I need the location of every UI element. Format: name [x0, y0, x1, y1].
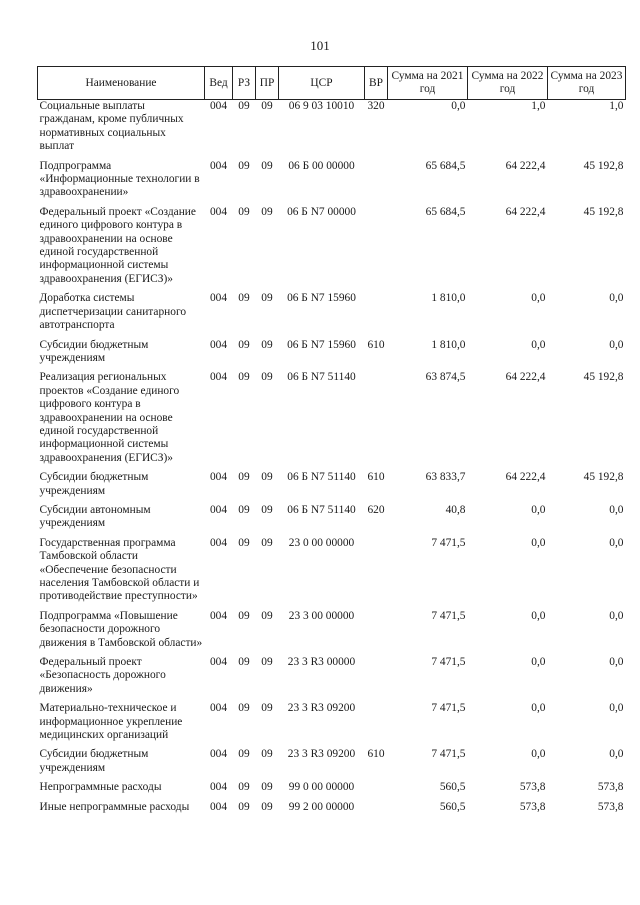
- row-name: Иные непрограммные расходы: [39, 800, 190, 813]
- header-name: Наименование: [38, 67, 205, 100]
- row-sum-2021: 1 810,0: [431, 338, 466, 351]
- row-sum-2022: 573,8: [519, 800, 546, 813]
- header-vr: ВР: [365, 67, 388, 100]
- row-sum-2021: 63 833,7: [425, 471, 466, 484]
- row-sum-2021: 560,5: [439, 781, 466, 794]
- row-sum-2023: 0,0: [609, 536, 624, 549]
- table-row: [38, 801, 626, 820]
- row-sum-2022: 64 222,4: [505, 471, 546, 484]
- row-vr: 610: [367, 748, 385, 761]
- table-row: [38, 504, 626, 537]
- row-csr: 23 3 00 00000: [288, 609, 355, 622]
- row-sum-2022: 0,0: [531, 656, 546, 669]
- header-csr: ЦСР: [279, 67, 365, 100]
- row-ved: 004: [209, 800, 228, 813]
- row-ved: 004: [209, 781, 228, 794]
- row-csr: 06 Б N7 15960: [287, 338, 356, 351]
- row-rz: 09: [238, 292, 250, 305]
- row-pr: 09: [261, 781, 273, 794]
- row-sum-2023: 0,0: [609, 656, 624, 669]
- row-csr: 06 Б N7 51140: [287, 471, 356, 484]
- row-rz: 09: [238, 800, 250, 813]
- row-ved: 004: [209, 656, 228, 669]
- row-name: Государственная программа Тамбовской области «Обеспечение безопасности населения Тамбовской области и противодействие преступности»: [39, 536, 200, 603]
- row-vr: [365, 292, 388, 338]
- table-row: [38, 781, 626, 800]
- row-name: Социальные выплаты гражданам, кроме публичных нормативных социальных выплат: [39, 100, 184, 153]
- row-pr: 09: [261, 536, 273, 549]
- row-sum-2021: 7 471,5: [431, 609, 466, 622]
- row-pr: 09: [261, 702, 273, 715]
- row-sum-2021: 65 684,5: [425, 205, 466, 218]
- table-row: [38, 702, 626, 748]
- row-name: Подпрограмма «Информационные технологии в здравоохранении»: [39, 159, 200, 199]
- row-csr: 06 Б N7 15960: [287, 292, 356, 305]
- row-rz: 09: [238, 536, 250, 549]
- row-pr: 09: [261, 503, 273, 516]
- table-row: [38, 160, 626, 206]
- row-csr: 99 0 00 00000: [288, 781, 355, 794]
- row-ved: 004: [209, 205, 228, 218]
- row-name: Подпрограмма «Повышение безопасности дорожного движения в Тамбовской области»: [39, 609, 203, 649]
- row-name: Субсидии бюджетным учреждениям: [39, 748, 149, 774]
- row-name: Федеральный проект «Создание единого цифрового контура в здравоохранении на основе единой государственной информационной системы здравоохранения (ЕГИСЗ)»: [39, 205, 196, 285]
- header-sum-2023: Сумма на 2023 год: [548, 67, 626, 100]
- row-pr: 09: [261, 205, 273, 218]
- row-vr: [365, 371, 388, 471]
- table-row: [38, 748, 626, 781]
- row-sum-2023: 573,8: [597, 800, 624, 813]
- row-pr: 09: [261, 800, 273, 813]
- row-vr: [365, 801, 388, 820]
- row-pr: 09: [261, 100, 273, 112]
- row-rz: 09: [238, 702, 250, 715]
- row-name: Реализация региональных проектов «Создание единого цифрового контура в здравоохранении на основе единой государственной информационной системы здравоохранения (ЕГИСЗ)»: [39, 371, 180, 464]
- row-pr: 09: [261, 471, 273, 484]
- row-name: Федеральный проект «Безопасность дорожного движения»: [39, 656, 166, 695]
- row-ved: 004: [209, 100, 228, 112]
- row-rz: 09: [238, 205, 250, 218]
- row-csr: 06 Б 00 00000: [288, 159, 355, 172]
- row-rz: 09: [238, 748, 250, 761]
- row-pr: 09: [261, 609, 273, 622]
- table-row: [38, 471, 626, 504]
- row-name: Субсидии бюджетным учреждениям: [39, 338, 149, 364]
- row-sum-2023: 0,0: [609, 748, 624, 761]
- header-pr: ПР: [256, 67, 279, 100]
- row-ved: 004: [209, 292, 228, 305]
- row-pr: 09: [261, 159, 273, 172]
- row-rz: 09: [238, 159, 250, 172]
- row-sum-2023: 45 192,8: [583, 205, 624, 218]
- row-csr: 06 Б N7 00000: [287, 205, 356, 218]
- row-ved: 004: [209, 371, 228, 384]
- row-sum-2022: 1,0: [531, 100, 546, 112]
- row-sum-2023: 0,0: [609, 503, 624, 516]
- row-sum-2022: 0,0: [531, 503, 546, 516]
- row-sum-2021: 1 810,0: [431, 292, 466, 305]
- row-name: Доработка системы диспетчеризации санитарного автотранспорта: [39, 292, 187, 332]
- row-sum-2023: 0,0: [609, 292, 624, 305]
- row-vr: 610: [367, 471, 385, 484]
- row-pr: 09: [261, 656, 273, 669]
- row-name: Материально-техническое и информационное укрепление медицинских организаций: [39, 702, 183, 742]
- row-ved: 004: [209, 503, 228, 516]
- table-row: [38, 537, 626, 610]
- row-sum-2022: 64 222,4: [505, 205, 546, 218]
- row-sum-2022: 0,0: [531, 338, 546, 351]
- row-name: Субсидии автономным учреждениям: [39, 503, 151, 530]
- row-sum-2021: 7 471,5: [431, 748, 466, 761]
- row-sum-2022: 0,0: [531, 702, 546, 715]
- row-sum-2021: 40,8: [445, 503, 466, 516]
- row-csr: 99 2 00 00000: [288, 800, 355, 813]
- row-csr: 06 9 03 10010: [288, 100, 355, 112]
- row-ved: 004: [209, 338, 228, 351]
- row-vr: 610: [367, 338, 385, 351]
- row-sum-2023: 0,0: [609, 702, 624, 715]
- row-sum-2022: 64 222,4: [505, 159, 546, 172]
- table-header-row: [38, 67, 626, 100]
- row-csr: 06 Б N7 51140: [287, 503, 356, 516]
- row-sum-2022: 0,0: [531, 292, 546, 305]
- row-sum-2021: 7 471,5: [431, 536, 466, 549]
- row-ved: 004: [209, 748, 228, 761]
- row-sum-2022: 64 222,4: [505, 371, 546, 384]
- row-ved: 004: [209, 536, 228, 549]
- row-sum-2023: 0,0: [609, 338, 624, 351]
- row-sum-2023: 0,0: [609, 609, 624, 622]
- row-rz: 09: [238, 371, 250, 384]
- row-rz: 09: [238, 609, 250, 622]
- table-row: [38, 610, 626, 656]
- row-vr: [365, 781, 388, 800]
- row-name: Субсидии бюджетным учреждениям: [39, 471, 149, 497]
- row-rz: 09: [238, 656, 250, 669]
- row-pr: 09: [261, 371, 273, 384]
- row-csr: 06 Б N7 51140: [287, 371, 356, 384]
- row-pr: 09: [261, 748, 273, 761]
- row-sum-2023: 45 192,8: [583, 471, 624, 484]
- row-sum-2021: 560,5: [439, 800, 466, 813]
- row-rz: 09: [238, 471, 250, 484]
- header-ved: Вед: [205, 67, 233, 100]
- row-vr: 620: [367, 503, 385, 516]
- row-sum-2021: 7 471,5: [431, 656, 466, 669]
- row-csr: 23 3 R3 09200: [287, 702, 356, 715]
- row-vr: [365, 537, 388, 610]
- header-sum-2022: Сумма на 2022 год: [468, 67, 548, 100]
- row-vr: [365, 206, 388, 292]
- row-sum-2023: 45 192,8: [583, 371, 624, 384]
- row-sum-2021: 7 471,5: [431, 702, 466, 715]
- row-sum-2021: 65 684,5: [425, 159, 466, 172]
- table-row: [38, 371, 626, 471]
- table-row: [38, 339, 626, 372]
- row-sum-2022: 0,0: [531, 748, 546, 761]
- row-rz: 09: [238, 503, 250, 516]
- row-vr: [365, 610, 388, 656]
- page-number: 101: [310, 38, 330, 53]
- row-ved: 004: [209, 159, 228, 172]
- row-vr: [365, 656, 388, 702]
- row-pr: 09: [261, 338, 273, 351]
- row-rz: 09: [238, 781, 250, 794]
- row-sum-2022: 0,0: [531, 536, 546, 549]
- row-ved: 004: [209, 471, 228, 484]
- row-vr: 320: [367, 100, 385, 112]
- row-ved: 004: [209, 702, 228, 715]
- row-sum-2022: 0,0: [531, 609, 546, 622]
- row-name: Непрограммные расходы: [39, 781, 162, 794]
- row-rz: 09: [238, 100, 250, 112]
- table-row: [38, 100, 626, 160]
- row-pr: 09: [261, 292, 273, 305]
- budget-table: [37, 66, 626, 820]
- row-vr: [365, 160, 388, 206]
- table-row: [38, 656, 626, 702]
- row-sum-2022: 573,8: [519, 781, 546, 794]
- row-vr: [365, 702, 388, 748]
- row-csr: 23 3 R3 09200: [287, 748, 356, 761]
- row-rz: 09: [238, 338, 250, 351]
- row-sum-2023: 45 192,8: [583, 159, 624, 172]
- row-sum-2023: 573,8: [597, 781, 624, 794]
- row-sum-2023: 1,0: [609, 100, 624, 112]
- row-ved: 004: [209, 609, 228, 622]
- row-csr: 23 0 00 00000: [288, 536, 355, 549]
- row-sum-2021: 0,0: [451, 100, 466, 112]
- table-row: [38, 292, 626, 338]
- row-csr: 23 3 R3 00000: [287, 656, 356, 669]
- header-sum-2021: Сумма на 2021 год: [388, 67, 468, 100]
- table-row: [38, 206, 626, 292]
- row-sum-2021: 63 874,5: [425, 371, 466, 384]
- header-rz: РЗ: [233, 67, 256, 100]
